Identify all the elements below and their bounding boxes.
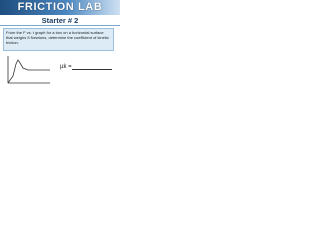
starter-subtitle: Starter # 2 (0, 16, 120, 26)
answer-area (60, 62, 116, 72)
problem-statement-box (3, 28, 114, 51)
force-time-graph (4, 54, 52, 86)
answer-blank (72, 69, 112, 70)
problem-text: From the F vs. t graph for a box on a horizontal surface that weighs 5 Newtons, determine the coefficient of kinetic friction. (6, 30, 109, 45)
coefficient-label: µk = (60, 64, 72, 70)
page-title: FRICTION LAB (17, 1, 103, 13)
graph-force-curve (8, 60, 50, 83)
